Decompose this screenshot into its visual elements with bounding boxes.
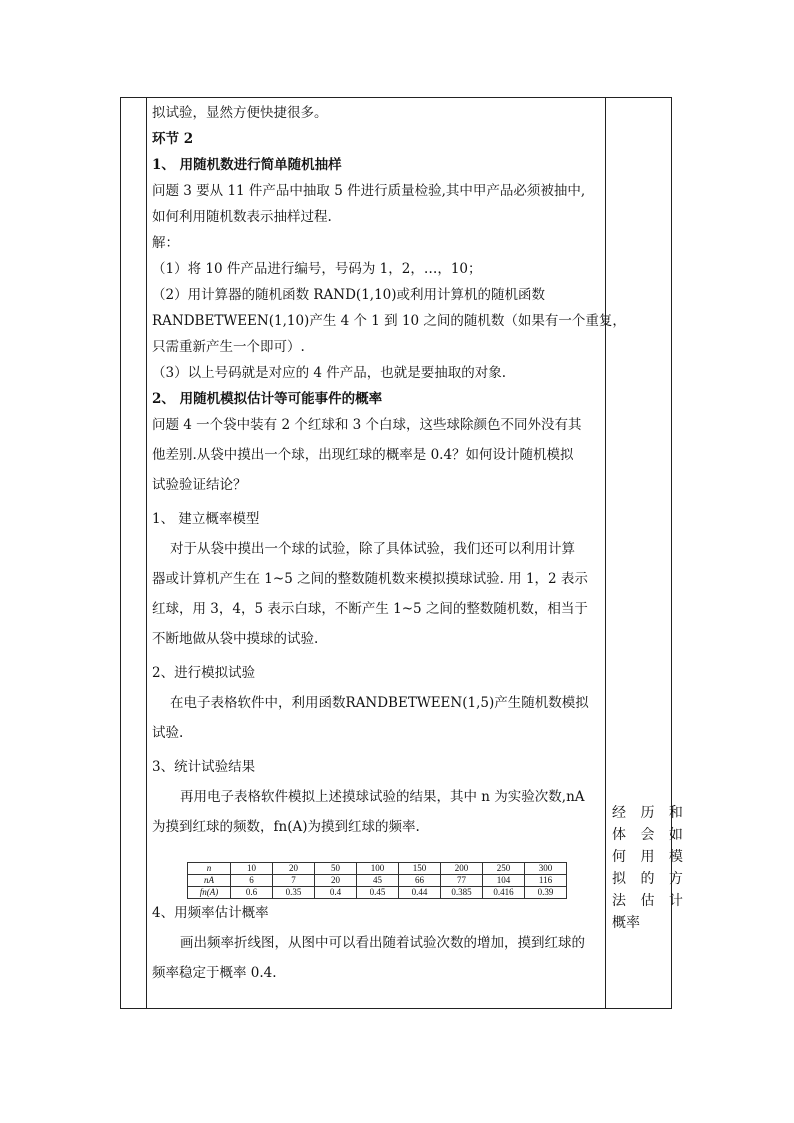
table-cell: 0.385 xyxy=(441,887,483,899)
table-cell: fn(A) xyxy=(188,887,231,899)
side-note-line: 概率 xyxy=(612,915,640,931)
table-cell: 250 xyxy=(483,863,525,875)
text-line: （1）将 10 件产品进行编号，号码为 1，2，…，10； xyxy=(152,261,482,277)
table-cell: 7 xyxy=(273,875,315,887)
text-line: 红球，用 3，4，5 表示白球，不断产生 1~5 之间的整数随机数，相当于 xyxy=(152,601,588,617)
text-line: 拟试验，显然方便快捷很多。 xyxy=(152,105,328,121)
side-note-line: 经 历 和 xyxy=(612,805,688,821)
text-line: 问题 3 要从 11 件产品中抽取 5 件进行质量检验,其中甲产品必须被抽中, xyxy=(152,183,586,199)
subsection-heading: 1、 用随机数进行简单随机抽样 xyxy=(152,157,342,173)
side-note-line: 法 估 计 xyxy=(612,893,688,909)
table-cell: 66 xyxy=(399,875,441,887)
text-line: （3）以上号码就是对应的 4 件产品，也就是要抽取的对象. xyxy=(152,365,507,381)
left-column xyxy=(121,98,147,1008)
text-line: 如何利用随机数表示抽样过程. xyxy=(152,209,332,225)
table-cell: 150 xyxy=(399,863,441,875)
text-line: 在电子表格软件中，利用函数RANDBETWEEN(1,5)产生随机数模拟 xyxy=(170,695,589,711)
table-cell: nA xyxy=(188,875,231,887)
table-cell: 6 xyxy=(231,875,273,887)
table-cell: 0.39 xyxy=(525,887,567,899)
text-line: 解： xyxy=(152,235,179,251)
text-line: 对于从袋中摸出一个球的试验，除了具体试验，我们还可以利用计算 xyxy=(170,541,575,557)
subsection-heading: 2、 用随机模拟估计等可能事件的概率 xyxy=(152,391,383,407)
side-note xyxy=(612,802,688,934)
table-cell: n xyxy=(188,863,231,875)
text-line: 试验. xyxy=(152,725,184,741)
table-cell: 200 xyxy=(441,863,483,875)
table-cell: 20 xyxy=(315,875,357,887)
table-cell: 100 xyxy=(357,863,399,875)
text-line: 只需重新产生一个即可）. xyxy=(152,339,305,355)
text-line: 再用电子表格软件模拟上述摸球试验的结果，其中 n 为实验次数,nA xyxy=(180,789,585,805)
text-line: 他差别.从袋中摸出一个球，出现红球的概率是 0.4？如何设计随机模拟 xyxy=(152,447,574,463)
table-cell: 0.6 xyxy=(231,887,273,899)
text-line: 问题 4 一个袋中装有 2 个红球和 3 个白球，这些球除颜色不同外没有其 xyxy=(152,417,582,433)
table-row xyxy=(188,887,567,899)
table-cell: 0.416 xyxy=(483,887,525,899)
main-content xyxy=(152,100,626,986)
text-line: 3、统计试验结果 xyxy=(152,759,256,775)
text-line: 频率稳定于概率 0.4. xyxy=(152,965,277,981)
text-line: RANDBETWEEN(1,10)产生 4 个 1 到 10 之间的随机数（如果有一个重复， xyxy=(152,313,626,329)
table-cell: 0.4 xyxy=(315,887,357,899)
text-line: 不断地做从袋中摸球的试验. xyxy=(152,631,319,647)
table-row xyxy=(188,875,567,887)
table-cell: 104 xyxy=(483,875,525,887)
table-cell: 0.35 xyxy=(273,887,315,899)
table-cell: 0.44 xyxy=(399,887,441,899)
text-line: 4、用频率估计概率 xyxy=(152,905,269,921)
text-line: 2、进行模拟试验 xyxy=(152,665,256,681)
section-heading: 环节 2 xyxy=(152,131,194,147)
side-note-line: 体 会 如 xyxy=(612,827,688,843)
table-cell: 116 xyxy=(525,875,567,887)
text-line: 1、 建立概率模型 xyxy=(152,511,260,527)
text-line: （2）用计算器的随机函数 RAND(1,10)或利用计算机的随机函数 xyxy=(152,287,546,303)
table-cell: 77 xyxy=(441,875,483,887)
table-cell: 45 xyxy=(357,875,399,887)
table-cell: 0.45 xyxy=(357,887,399,899)
table-cell: 20 xyxy=(273,863,315,875)
table-cell: 300 xyxy=(525,863,567,875)
text-line: 画出频率折线图，从图中可以看出随着试验次数的增加，摸到红球的 xyxy=(180,935,585,951)
table-cell: 10 xyxy=(231,863,273,875)
side-note-line: 拟 的 方 xyxy=(612,871,688,887)
frequency-table xyxy=(187,862,567,899)
table-row xyxy=(188,863,567,875)
text-line: 试验验证结论？ xyxy=(152,477,247,493)
text-line: 器或计算机产生在 1~5 之间的整数随机数来模拟摸球试验. 用 1，2 表示 xyxy=(152,571,588,587)
table-cell: 50 xyxy=(315,863,357,875)
side-note-line: 何 用 模 xyxy=(612,849,688,865)
text-line: 为摸到红球的频数，fn(A)为摸到红球的频率. xyxy=(152,819,420,835)
